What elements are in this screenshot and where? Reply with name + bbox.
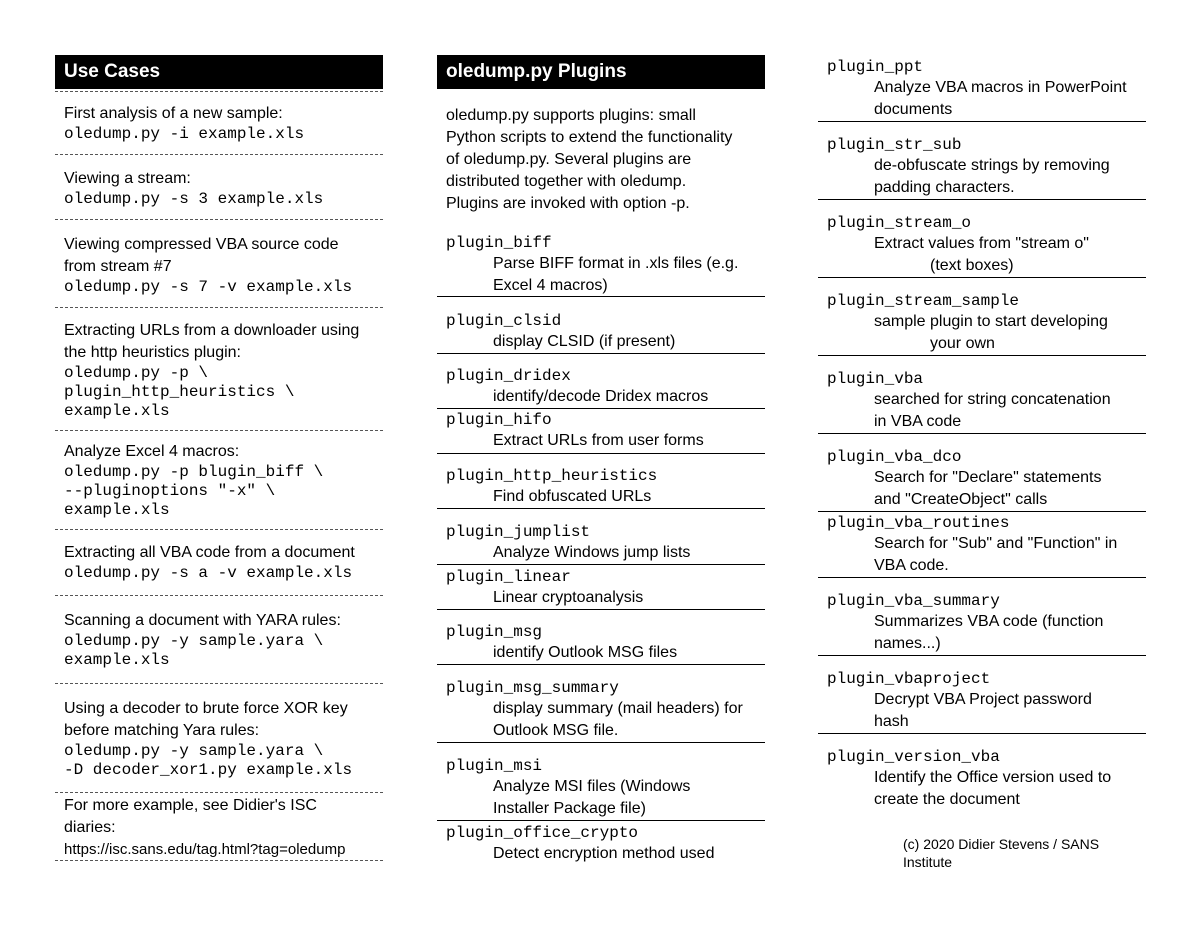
intro-line: of oledump.py. Several plugins are (446, 151, 692, 168)
use-cases-footer (55, 795, 383, 861)
plugin-entry (446, 311, 766, 353)
plugin-desc: Search for "Sub" and "Function" in (874, 535, 1118, 552)
plugin-entry (446, 823, 766, 865)
divider (437, 408, 765, 409)
plugin-name: plugin_msi (446, 757, 543, 775)
use-case-cmd: oledump.py -s 3 example.xls (64, 190, 324, 208)
plugin-entry (827, 669, 1147, 733)
divider (437, 508, 765, 509)
plugin-desc: Decrypt VBA Project password (874, 691, 1092, 708)
divider (55, 860, 383, 861)
plugin-name: plugin_version_vba (827, 748, 1000, 766)
divider (818, 433, 1146, 434)
divider (437, 820, 765, 821)
plugins-header: oledump.py Plugins (437, 55, 765, 89)
plugin-desc: documents (874, 101, 953, 118)
use-case-desc: Viewing compressed VBA source code (64, 236, 339, 253)
plugin-desc: identify Outlook MSG files (493, 644, 678, 661)
plugin-desc: display summary (mail headers) for (493, 700, 743, 717)
plugin-entry (446, 567, 766, 609)
intro-line: oledump.py supports plugins: small (446, 107, 696, 124)
use-case-desc: the http heuristics plugin: (64, 344, 241, 361)
plugin-name: plugin_vbaproject (827, 670, 991, 688)
use-case-2 (55, 168, 383, 209)
plugin-desc: padding characters. (874, 179, 1015, 196)
plugins-intro (446, 105, 766, 215)
plugin-desc: Analyze MSI files (Windows (493, 778, 691, 795)
divider (55, 307, 383, 308)
plugin-entry (446, 366, 766, 408)
plugin-entry (827, 447, 1147, 511)
plugin-name: plugin_office_crypto (446, 824, 639, 842)
plugin-desc: Detect encryption method used (493, 845, 715, 862)
plugin-desc: Extract values from "stream o" (874, 235, 1089, 252)
footer-text: diaries: (64, 819, 116, 836)
divider (437, 664, 765, 665)
use-case-cmd: oledump.py -s a -v example.xls (64, 564, 353, 582)
plugin-entry (827, 291, 1147, 355)
use-case-desc: Extracting all VBA code from a document (64, 544, 355, 561)
plugin-desc: de-obfuscate strings by removing (874, 157, 1110, 174)
plugin-desc: hash (874, 713, 909, 730)
use-case-desc: Viewing a stream: (64, 170, 191, 187)
plugin-desc: sample plugin to start developing (874, 313, 1108, 330)
use-case-cmd: oledump.py -y sample.yara \ (64, 742, 324, 760)
use-case-cmd: oledump.py -i example.xls (64, 125, 305, 143)
intro-line: Plugins are invoked with option -p. (446, 195, 690, 212)
divider (818, 277, 1146, 278)
plugin-name: plugin_msg_summary (446, 679, 619, 697)
plugin-entry (827, 591, 1147, 655)
divider (55, 683, 383, 684)
divider (55, 219, 383, 220)
plugin-entry (446, 678, 766, 742)
use-case-cmd: oledump.py -y sample.yara \ (64, 632, 324, 650)
plugin-entry (446, 410, 766, 452)
plugins-column (437, 55, 765, 862)
plugin-name: plugin_vba_routines (827, 514, 1010, 532)
divider (818, 655, 1146, 656)
use-case-4 (55, 320, 383, 421)
use-case-cmd: example.xls (64, 501, 170, 519)
copyright-notice: (c) 2020 Didier Stevens / SANS Institute (903, 836, 1100, 870)
plugin-entry (827, 213, 1147, 277)
plugin-name: plugin_stream_o (827, 214, 972, 232)
divider (818, 355, 1146, 356)
plugin-desc: VBA code. (874, 557, 949, 574)
plugin-name: plugin_stream_sample (827, 292, 1020, 310)
use-cases-header: Use Cases (55, 55, 383, 89)
plugin-name: plugin_hifo (446, 411, 552, 429)
divider (55, 792, 383, 793)
intro-line: Python scripts to extend the functionality (446, 129, 733, 146)
plugin-name: plugin_msg (446, 623, 543, 641)
use-case-desc: Scanning a document with YARA rules: (64, 612, 341, 629)
plugin-desc: in VBA code (874, 413, 962, 430)
plugin-name: plugin_dridex (446, 367, 571, 385)
plugin-entry (827, 369, 1147, 433)
use-case-cmd: -D decoder_xor1.py example.xls (64, 761, 353, 779)
plugin-entry (827, 513, 1147, 577)
use-case-1 (55, 103, 383, 144)
plugin-desc: your own (930, 335, 995, 352)
plugin-name: plugin_jumplist (446, 523, 591, 541)
plugin-desc: Find obfuscated URLs (493, 488, 652, 505)
divider (55, 430, 383, 431)
use-case-desc: First analysis of a new sample: (64, 105, 283, 122)
plugin-name: plugin_http_heuristics (446, 467, 658, 485)
plugin-name: plugin_vba_summary (827, 592, 1000, 610)
use-case-cmd: plugin_http_heuristics \ (64, 383, 295, 401)
use-case-desc: Extracting URLs from a downloader using (64, 322, 360, 339)
plugin-desc: identify/decode Dridex macros (493, 388, 709, 405)
use-cases-column (55, 55, 383, 858)
plugin-desc: Analyze VBA macros in PowerPoint (874, 79, 1127, 96)
plugin-name: plugin_ppt (827, 58, 924, 76)
intro-line: distributed together with oledump. (446, 173, 687, 190)
divider (437, 742, 765, 743)
plugin-name: plugin_vba (827, 370, 924, 388)
plugin-entry (827, 747, 1147, 811)
use-case-cmd: oledump.py -s 7 -v example.xls (64, 278, 353, 296)
plugin-desc: Linear cryptoanalysis (493, 589, 644, 606)
divider (55, 91, 383, 92)
plugin-desc: (text boxes) (930, 257, 1014, 274)
use-case-desc: before matching Yara rules: (64, 722, 260, 739)
plugin-name: plugin_vba_dco (827, 448, 962, 466)
plugin-desc: Installer Package file) (493, 800, 646, 817)
plugin-name: plugin_biff (446, 234, 552, 252)
plugin-desc: Extract URLs from user forms (493, 432, 704, 449)
plugin-desc: names...) (874, 635, 941, 652)
divider (437, 609, 765, 610)
plugin-entry (446, 622, 766, 664)
isc-diaries-link[interactable]: https://isc.sans.edu/tag.html?tag=oledump (64, 841, 346, 858)
divider (55, 154, 383, 155)
plugin-desc: Parse BIFF format in .xls files (e.g. (493, 255, 739, 272)
divider (437, 353, 765, 354)
use-case-6 (55, 542, 383, 583)
use-case-cmd: example.xls (64, 651, 170, 669)
use-case-7 (55, 610, 383, 670)
plugin-name: plugin_linear (446, 568, 571, 586)
use-case-cmd: oledump.py -p \ (64, 364, 209, 382)
use-case-cmd: --pluginoptions "-x" \ (64, 482, 276, 500)
divider (437, 453, 765, 454)
divider (818, 199, 1146, 200)
plugin-entry (827, 57, 1147, 121)
use-case-8 (55, 698, 383, 780)
plugin-name: plugin_clsid (446, 312, 562, 330)
divider (818, 733, 1146, 734)
plugin-desc: Search for "Declare" statements (874, 469, 1102, 486)
use-case-cmd: example.xls (64, 402, 170, 420)
plugin-desc: Outlook MSG file. (493, 722, 619, 739)
divider (55, 529, 383, 530)
plugin-desc: Identify the Office version used to (874, 769, 1112, 786)
plugin-entry (446, 466, 766, 508)
plugin-desc: display CLSID (if present) (493, 333, 676, 350)
plugin-entry (446, 233, 766, 297)
plugin-entry (446, 522, 766, 564)
use-case-5 (55, 441, 383, 520)
plugin-desc: Analyze Windows jump lists (493, 544, 691, 561)
divider (437, 296, 765, 297)
footer-text: For more example, see Didier's ISC (64, 797, 317, 814)
use-case-desc: Analyze Excel 4 macros: (64, 443, 240, 460)
divider (818, 511, 1146, 512)
plugin-desc: searched for string concatenation (874, 391, 1111, 408)
use-case-3 (55, 234, 383, 297)
divider (818, 577, 1146, 578)
plugin-entry (827, 135, 1147, 199)
plugin-name: plugin_str_sub (827, 136, 962, 154)
divider (437, 564, 765, 565)
plugin-desc: Excel 4 macros) (493, 277, 608, 294)
plugin-desc: create the document (874, 791, 1020, 808)
divider (55, 595, 383, 596)
use-case-cmd: oledump.py -p blugin_biff \ (64, 463, 324, 481)
plugin-desc: and "CreateObject" calls (874, 491, 1048, 508)
use-case-desc: Using a decoder to brute force XOR key (64, 700, 348, 717)
divider (818, 121, 1146, 122)
plugin-entry (446, 756, 766, 820)
use-case-desc: from stream #7 (64, 258, 172, 275)
plugin-desc: Summarizes VBA code (function (874, 613, 1104, 630)
